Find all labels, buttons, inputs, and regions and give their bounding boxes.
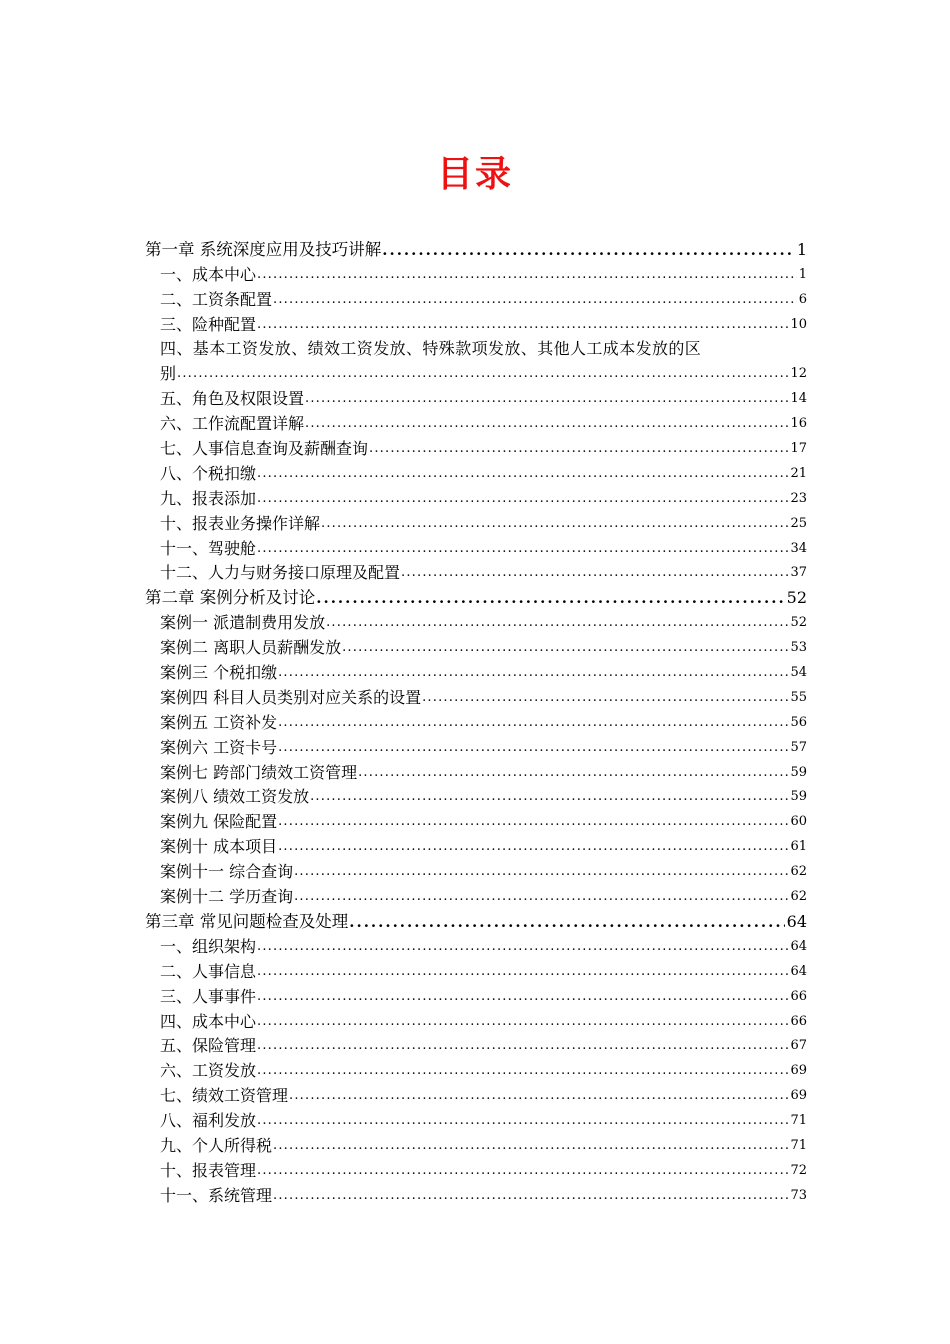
toc-page-number: 52 (790, 615, 807, 631)
toc-section-entry[interactable] (145, 1107, 807, 1132)
toc-section-entry[interactable] (145, 535, 807, 560)
toc-dot-leader (273, 1185, 788, 1207)
toc-section-entry[interactable] (145, 833, 807, 858)
toc-entry-title: 九、个人所得税 (160, 1135, 273, 1155)
toc-chapter-entry[interactable] (145, 908, 807, 933)
toc-page-number: 59 (790, 789, 807, 805)
toc-page-number: 66 (790, 988, 807, 1004)
toc-dot-leader (294, 861, 788, 883)
toc-section-entry[interactable] (145, 684, 807, 709)
toc-section-entry[interactable] (145, 883, 807, 908)
toc-dot-leader (257, 961, 788, 983)
toc-section-entry[interactable] (145, 858, 807, 883)
toc-entry-title: 七、绩效工资管理 (160, 1086, 289, 1106)
toc-section-entry[interactable] (145, 734, 807, 759)
toc-page-number: 55 (790, 689, 807, 705)
toc-entry-title: 第二章 案例分析及讨论 (145, 588, 316, 608)
toc-entry-title: 十一、驾驶舱 (160, 538, 257, 558)
toc-page-number: 73 (790, 1187, 807, 1203)
toc-dot-leader (257, 986, 788, 1008)
toc-dot-leader (257, 1060, 788, 1082)
toc-entry-title: 案例十 成本项目 (160, 837, 278, 857)
toc-entry-title: 一、成本中心 (160, 264, 257, 284)
toc-dot-leader (278, 836, 788, 858)
toc-dot-leader (289, 1085, 788, 1107)
toc-dot-leader (349, 911, 784, 933)
toc-section-entry[interactable] (145, 410, 807, 435)
toc-section-entry[interactable] (145, 261, 807, 286)
toc-entry-title: 四、成本中心 (160, 1011, 257, 1031)
toc-dot-leader (382, 239, 795, 261)
toc-page-number: 6 (798, 291, 807, 307)
toc-dot-leader (273, 1135, 788, 1157)
toc-page-number: 69 (790, 1088, 807, 1104)
toc-page-number: 64 (790, 938, 807, 954)
toc-section-entry[interactable] (145, 485, 807, 510)
toc-section-entry[interactable] (145, 1008, 807, 1033)
toc-dot-leader (177, 363, 788, 385)
toc-page-number: 17 (790, 441, 807, 457)
toc-entry-title: 案例一 派遣制费用发放 (160, 613, 326, 633)
toc-page-number: 69 (790, 1063, 807, 1079)
toc-entry-title: 三、险种配置 (160, 314, 257, 334)
toc-entry-title: 七、人事信息查询及薪酬查询 (160, 439, 369, 459)
toc-section-entry[interactable] (145, 1082, 807, 1107)
toc-page-number: 62 (790, 889, 807, 905)
toc-entry-title: 十、报表管理 (160, 1160, 257, 1180)
toc-dot-leader (401, 562, 788, 584)
toc-page-number: 12 (790, 366, 807, 382)
toc-dot-leader (257, 264, 797, 286)
toc-dot-leader (358, 762, 788, 784)
toc-section-entry[interactable] (145, 311, 807, 336)
toc-section-entry[interactable] (145, 609, 807, 634)
toc-entry-title: 五、角色及权限设置 (160, 389, 305, 409)
toc-page-number: 54 (790, 665, 807, 681)
toc-entry-title: 二、工资条配置 (160, 289, 273, 309)
toc-section-entry[interactable] (145, 510, 807, 535)
toc-entry-title: 二、人事信息 (160, 961, 257, 981)
toc-entry-title: 三、人事事件 (160, 986, 257, 1006)
toc-section-entry[interactable] (145, 1033, 807, 1058)
toc-entry-title: 九、报表添加 (160, 488, 257, 508)
toc-section-entry[interactable] (145, 1182, 807, 1207)
toc-chapter-entry[interactable] (145, 236, 807, 261)
toc-entry-title: 案例八 绩效工资发放 (160, 787, 310, 807)
toc-page-number: 14 (790, 391, 807, 407)
toc-dot-leader (422, 687, 788, 709)
toc-entry-title: 第三章 常见问题检查及处理 (145, 911, 349, 931)
toc-dot-leader (278, 662, 788, 684)
toc-dot-leader (305, 413, 788, 435)
toc-entry-title: 案例二 离职人员薪酬发放 (160, 638, 342, 658)
toc-page-number: 67 (790, 1038, 807, 1054)
toc-entry-title: 十、报表业务操作详解 (160, 513, 321, 533)
toc-section-entry[interactable] (145, 1157, 807, 1182)
toc-dot-leader (257, 463, 788, 485)
toc-dot-leader (257, 1035, 788, 1057)
toc-section-entry[interactable] (145, 435, 807, 460)
toc-page-number: 61 (790, 839, 807, 855)
toc-dot-leader (316, 587, 784, 609)
toc-dot-leader (257, 1160, 788, 1182)
toc-page-number: 64 (790, 963, 807, 979)
toc-entry-title: 案例七 跨部门绩效工资管理 (160, 762, 358, 782)
toc-dot-leader (278, 737, 788, 759)
toc-section-entry[interactable] (145, 784, 807, 809)
toc-page-number: 72 (790, 1162, 807, 1178)
toc-entry-title: 八、个税扣缴 (160, 463, 257, 483)
toc-section-entry[interactable] (145, 808, 807, 833)
toc-entry-title: 案例五 工资补发 (160, 712, 278, 732)
toc-page-number: 71 (790, 1113, 807, 1129)
toc-page-number: 59 (790, 764, 807, 780)
toc-entry-title: 十一、系统管理 (160, 1185, 273, 1205)
toc-section-entry[interactable] (145, 709, 807, 734)
toc-entry-title: 一、组织架构 (160, 936, 257, 956)
toc-page-number: 60 (790, 814, 807, 830)
toc-section-entry[interactable] (145, 1057, 807, 1082)
toc-dot-leader (257, 314, 788, 336)
toc-entry-title: 案例九 保险配置 (160, 812, 278, 832)
toc-dot-leader (273, 289, 797, 311)
toc-section-entry[interactable] (145, 958, 807, 983)
toc-section-entry[interactable] (145, 385, 807, 410)
toc-page-number: 66 (790, 1013, 807, 1029)
toc-entry-title: 别 (160, 364, 177, 384)
toc-section-entry[interactable] (145, 659, 807, 684)
toc-page-number: 64 (786, 911, 807, 931)
toc-entry-title: 八、福利发放 (160, 1111, 257, 1131)
toc-dot-leader (310, 786, 788, 808)
toc-entry-title: 十二、人力与财务接口原理及配置 (160, 563, 401, 583)
toc-entry-title: 案例十二 学历查询 (160, 887, 294, 907)
toc-page-number: 71 (790, 1137, 807, 1153)
toc-dot-leader (294, 886, 788, 908)
toc-dot-leader (257, 538, 788, 560)
toc-entry-title: 案例三 个税扣缴 (160, 663, 278, 683)
toc-section-entry[interactable] (145, 983, 807, 1008)
toc-chapter-entry[interactable] (145, 584, 807, 609)
toc-dot-leader (305, 388, 788, 410)
toc-page-number: 16 (790, 416, 807, 432)
toc-page-number: 34 (790, 540, 807, 556)
toc-page-number: 23 (790, 490, 807, 506)
toc-section-entry[interactable] (145, 360, 807, 385)
toc-section-entry[interactable] (145, 336, 807, 361)
toc-page-number: 57 (790, 739, 807, 755)
toc-dot-leader (278, 712, 788, 734)
toc-section-entry[interactable] (145, 759, 807, 784)
toc-dot-leader (257, 1011, 788, 1033)
toc-section-entry[interactable] (145, 560, 807, 585)
toc-section-entry[interactable] (145, 1132, 807, 1157)
toc-page-number: 1 (796, 239, 807, 259)
toc-entry-title: 五、保险管理 (160, 1036, 257, 1056)
toc-page-number: 10 (790, 316, 807, 332)
toc-dot-leader (257, 936, 788, 958)
toc-page-number: 56 (790, 714, 807, 730)
toc-title: 目录 (436, 154, 513, 195)
toc-entry-title: 案例六 工资卡号 (160, 737, 278, 757)
toc-entry-title: 案例十一 综合查询 (160, 862, 294, 882)
toc-entry-title: 四、基本工资发放、绩效工资发放、特殊款项发放、其他人工成本发放的区 (160, 339, 702, 359)
toc-dot-leader (278, 811, 788, 833)
toc-entry-title: 案例四 科目人员类别对应关系的设置 (160, 687, 422, 707)
toc-page-number: 52 (786, 588, 807, 608)
toc-section-entry[interactable] (145, 460, 807, 485)
toc-page-number: 62 (790, 864, 807, 880)
toc-page-number: 37 (790, 565, 807, 581)
toc-entry-title: 第一章 系统深度应用及技巧讲解 (145, 239, 382, 259)
toc-dot-leader (321, 513, 788, 535)
toc-entry-title: 六、工资发放 (160, 1061, 257, 1081)
toc-section-entry[interactable] (145, 634, 807, 659)
toc-page-number: 25 (790, 515, 807, 531)
toc-dot-leader (342, 637, 788, 659)
toc-entry-title: 六、工作流配置详解 (160, 414, 305, 434)
toc-section-entry[interactable] (145, 286, 807, 311)
toc-page-number: 1 (798, 266, 807, 282)
toc-dot-leader (257, 1110, 788, 1132)
toc-dot-leader (257, 488, 788, 510)
toc-dot-leader (369, 438, 788, 460)
toc-page-number: 21 (790, 465, 807, 481)
toc-page-number: 53 (790, 640, 807, 656)
toc-section-entry[interactable] (145, 933, 807, 958)
toc-dot-leader (326, 612, 788, 634)
table-of-contents (145, 236, 807, 1207)
